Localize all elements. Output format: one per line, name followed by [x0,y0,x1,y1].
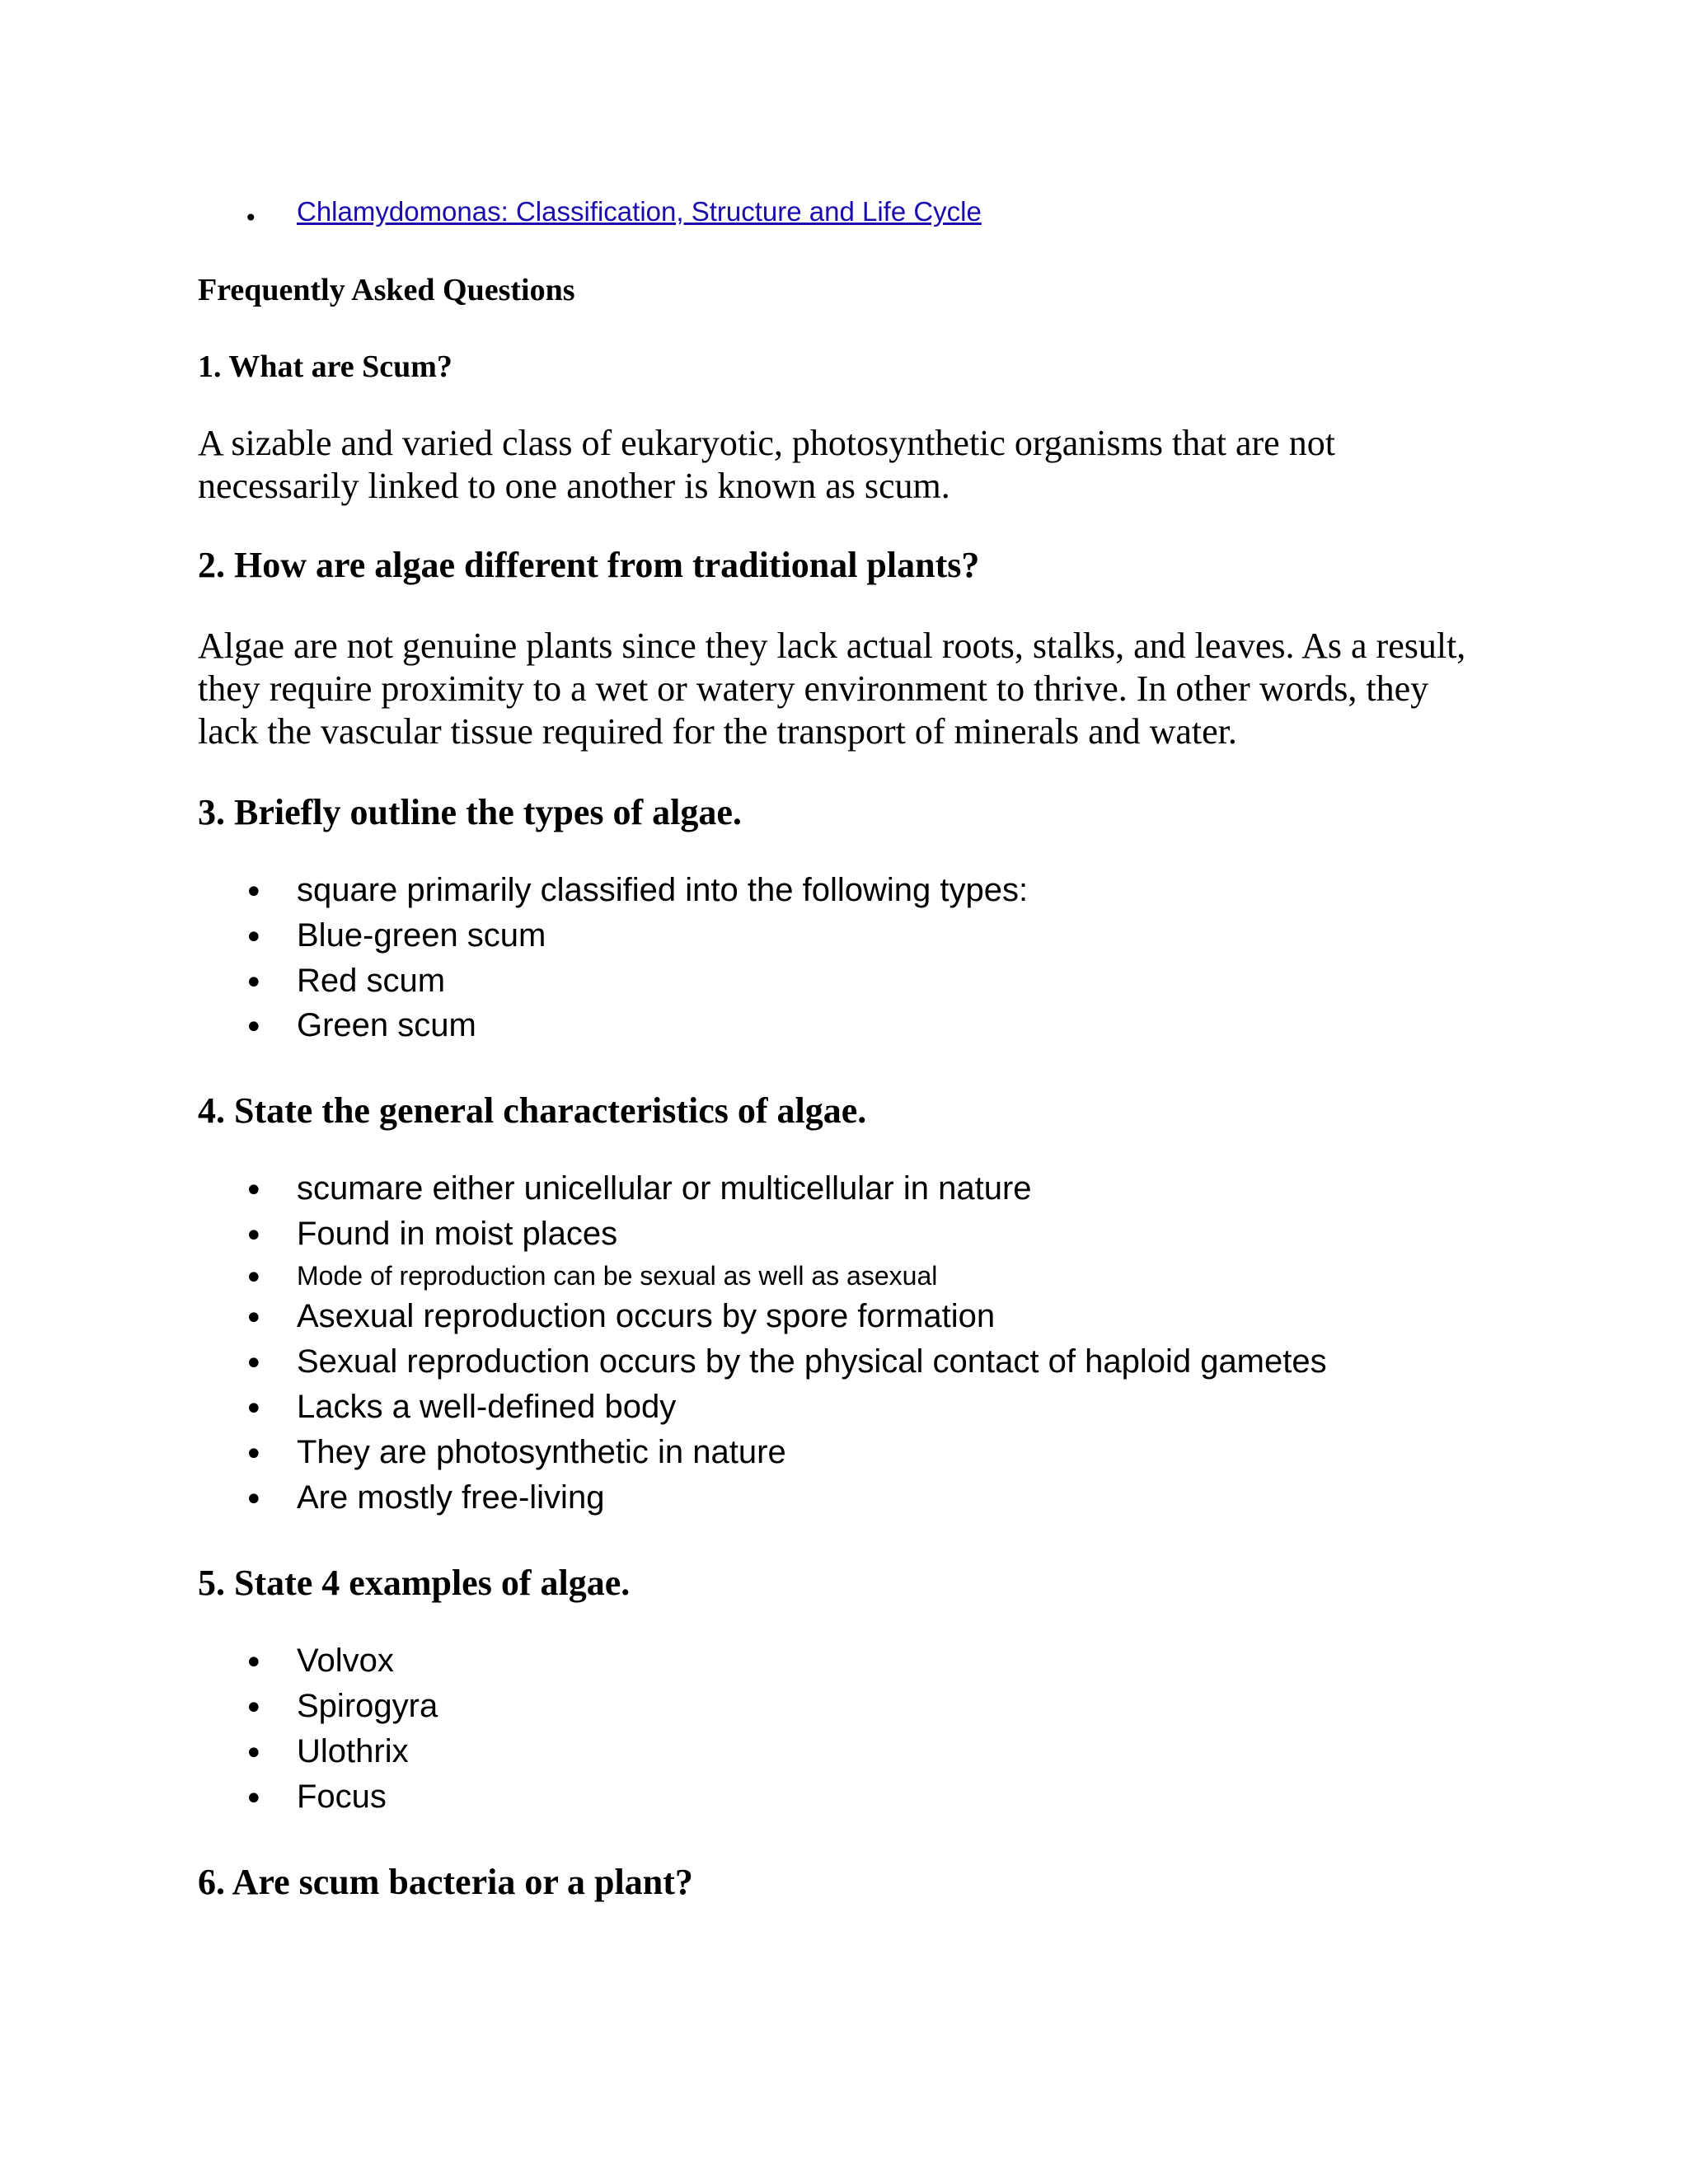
bullet: • [244,1390,264,1428]
bullet: • [244,1217,264,1255]
bullet: • [244,1345,264,1383]
list-item-text: Green scum [297,1007,476,1043]
bullet: • [244,204,258,232]
question-4: 4. State the general characteristics of algae. [198,1090,867,1131]
bullet: • [244,1009,264,1047]
list-item-text: Blue-green scum [297,917,546,954]
bullet: • [244,1644,264,1682]
question-3: 3. Briefly outline the types of algae. [198,792,742,832]
list-item-text: scumare either unicellular or multicellular in nature [297,1170,1032,1207]
list-item-text: square primarily classified into the following types: [297,872,1029,908]
list-item-text: Asexual reproduction occurs by spore formation [297,1298,996,1334]
list-item-text: Found in moist places [297,1216,618,1252]
list-item-text: They are photosynthetic in nature [297,1434,786,1470]
bullet: • [244,1481,264,1519]
question-2: 2. How are algae different from traditional plants? [198,545,980,585]
bullet: • [244,1780,264,1818]
bullet: • [244,1300,264,1338]
list-item-text: Are mostly free-living [297,1479,605,1516]
question-5: 5. State 4 examples of algae. [198,1563,631,1603]
list-item-text: Red scum [297,963,446,999]
list-item-text: Mode of reproduction can be sexual as well as asexual [297,1261,938,1291]
list-item-text: Spirogyra [297,1688,438,1724]
bullet: • [244,1690,264,1727]
list-item-text: Sexual reproduction occurs by the physical contact of haploid gametes [297,1343,1327,1380]
question-1: 1. What are Scum? [198,349,452,384]
list-item-text: Ulothrix [297,1733,409,1769]
bullet: • [244,1735,264,1773]
chlamydomonas-link[interactable]: Chlamydomonas: Classification, Structure and Life Cycle [297,196,982,227]
question-6: 6. Are scum bacteria or a plant? [198,1862,693,1902]
bullet: • [244,874,264,912]
list-item-text: Focus [297,1779,387,1815]
list-item-text: Lacks a well-defined body [297,1389,677,1425]
bullet: • [244,919,264,957]
list-item-text: Volvox [297,1643,394,1679]
bullet: • [244,1259,264,1297]
faq-title: Frequently Asked Questions [198,273,575,307]
bullet: • [244,1172,264,1210]
bullet: • [244,1436,264,1474]
bullet: • [244,964,264,1002]
answer-1: A sizable and varied class of eukaryotic, photosynthetic organisms that are not necessarily linked to one another is known as scum. [198,423,1335,506]
answer-2: Algae are not genuine plants since they lack actual roots, stalks, and leaves. As a result, they require proximity to a wet or watery environment to thrive. In other words, they lack the vascular tissue required for the transport of minerals and water. [198,626,1466,752]
